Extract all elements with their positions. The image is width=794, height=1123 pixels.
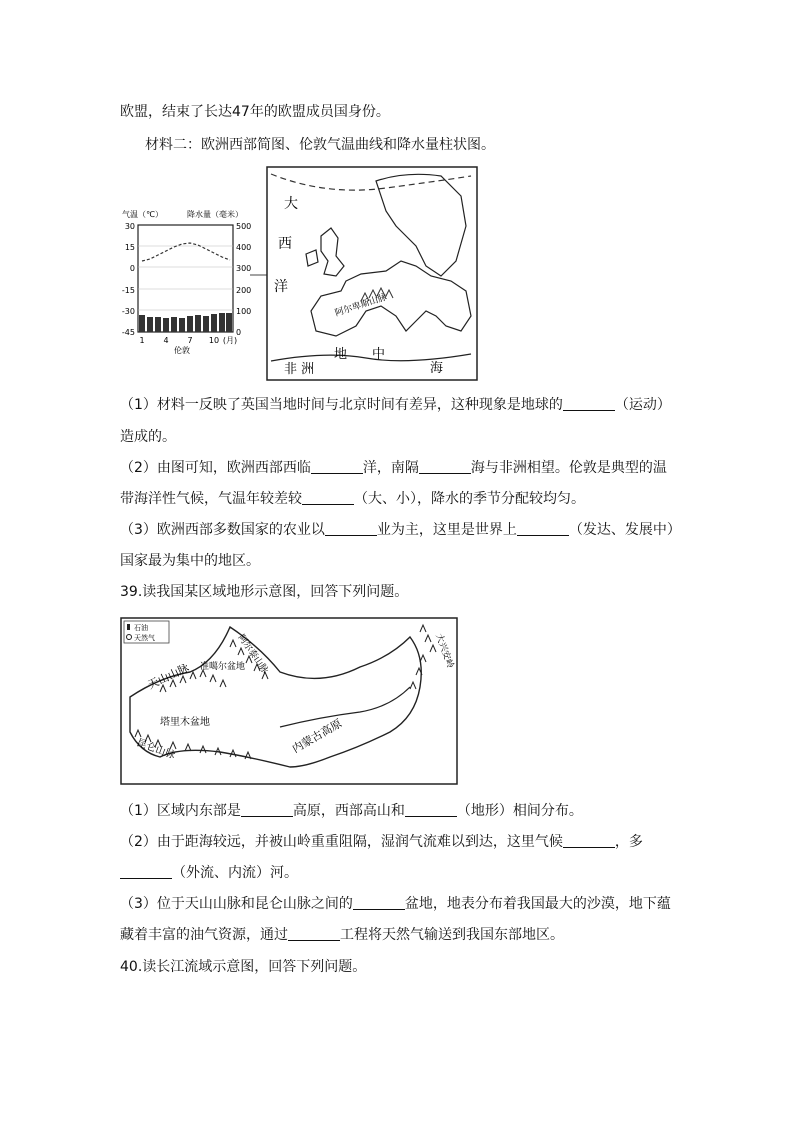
- altai-label: 阿尔泰山脉: [235, 632, 270, 676]
- temp-tick: 15: [124, 243, 135, 252]
- answer-blank[interactable]: [241, 802, 293, 817]
- q38-p2-text-a: （2）由图可知，欧洲西部西临: [120, 460, 311, 476]
- q38-p1-text-a: （1）材料一反映了英国当地时间与北京时间有差异，这种现象是地球的: [120, 397, 563, 413]
- q38-p3-text-a: （3）欧洲西部多数国家的农业以: [120, 522, 325, 538]
- answer-blank[interactable]: [405, 802, 457, 817]
- q39-part2-line2: [120, 863, 298, 883]
- answer-blank[interactable]: [288, 926, 340, 941]
- kunlun-label: 昆仑山脉: [134, 737, 177, 762]
- ocean-char: 大: [284, 196, 298, 212]
- inner-mongolia-label: 内蒙古高原: [290, 716, 345, 756]
- q38-p2-text-e: （大、小），降水的季节分配较均匀。: [354, 491, 585, 507]
- answer-blank[interactable]: [353, 895, 405, 910]
- answer-blank[interactable]: [120, 864, 172, 879]
- q38-part2-line2: [120, 489, 585, 509]
- q38-part1-line2: 造成的。: [120, 429, 176, 445]
- q38-p2-text-d: 带海洋性气候，气温年较差较: [120, 491, 302, 507]
- answer-blank[interactable]: [302, 490, 354, 505]
- answer-blank[interactable]: [311, 459, 363, 474]
- precip-tick: 200: [236, 286, 252, 295]
- q38-p3-text-c: （发达、发展中）: [568, 522, 681, 538]
- tarim-label: 塔里木盆地: [160, 717, 210, 728]
- answer-blank[interactable]: [517, 521, 569, 536]
- q38-p3-text-b: 业为主，这里是世界上: [376, 522, 517, 538]
- q39-part2-line1: [120, 832, 643, 852]
- q38-part1-line1: [120, 395, 671, 415]
- q38-part2-line1: [120, 458, 667, 478]
- temp-tick: -45: [121, 328, 135, 337]
- precip-tick: 400: [236, 243, 252, 252]
- temp-tick: 30: [124, 222, 135, 231]
- precip-tick: 100: [236, 307, 252, 316]
- precip-axis-label: 降水量（毫米）: [187, 210, 243, 219]
- med-char: 海: [430, 361, 444, 376]
- precip-tick: 0: [236, 328, 242, 337]
- q38-p2-text-c: 海与非洲相望。伦敦是典型的温: [470, 460, 667, 476]
- answer-blank[interactable]: [563, 396, 615, 411]
- month-tick: 1: [139, 336, 145, 345]
- ocean-char: 西: [278, 236, 292, 252]
- temp-tick: -30: [121, 307, 135, 316]
- q39-part3-line2: [120, 925, 564, 945]
- q39-p3-text-a: （3）位于天山山脉和昆仑山脉之间的: [120, 896, 353, 912]
- temp-tick: -15: [121, 286, 135, 295]
- tianshan-label: 天山山脉: [145, 661, 192, 692]
- alps-label: 阿尔卑斯山脉: [333, 292, 389, 319]
- answer-blank[interactable]: [563, 833, 615, 848]
- q39-part1: [120, 801, 583, 821]
- med-char: 中: [372, 347, 386, 362]
- daxinganling-label: 大兴安岭: [433, 632, 455, 670]
- q39-part3-line1: [120, 894, 671, 914]
- temp-tick: 0: [129, 264, 135, 273]
- q39-p2-text-a: （2）由于距海较远，并被山岭重重阻隔，湿润气流难以到达，这里气候: [120, 834, 563, 850]
- oil-icon: [127, 624, 130, 630]
- month-tick: 10: [208, 336, 220, 345]
- legend-oil: 石油: [134, 624, 148, 632]
- q39-p2-text-c: （外流、内流）河。: [172, 865, 298, 881]
- intro-line: 欧盟，结束了长达47年的欧盟成员国身份。: [120, 104, 390, 120]
- region-terrain-map: [120, 617, 458, 785]
- city-label: 伦敦: [174, 346, 190, 355]
- q38-p2-text-b: 洋，南隔: [362, 460, 419, 476]
- q39-p1-text-a: （1）区域内东部是: [120, 803, 241, 819]
- q38-part3-line1: [120, 520, 681, 540]
- answer-blank[interactable]: [325, 521, 377, 536]
- q39-p2-text-b: ，多: [614, 834, 643, 850]
- material2-heading: 材料二：欧洲西部简图、伦敦气温曲线和降水量柱状图。: [145, 137, 495, 153]
- climate-chart: [120, 205, 255, 355]
- month-tick: 7: [187, 336, 193, 345]
- precip-tick: 500: [236, 222, 252, 231]
- q39-p1-text-c: （地形）相间分布。: [456, 803, 583, 819]
- q38-p1-text-b: （运动）: [614, 397, 671, 413]
- q38-part3-line2: 国家最为集中的地区。: [120, 553, 260, 569]
- legend-gas: 天然气: [134, 634, 155, 642]
- month-tick: 4: [163, 336, 169, 345]
- junggar-label: 准噶尔盆地: [200, 662, 246, 672]
- africa-label: 非 洲: [284, 362, 315, 377]
- temp-axis-label: 气温（℃）: [122, 210, 163, 219]
- q39-title: 39.读我国某区域地形示意图，回答下列问题。: [120, 584, 409, 600]
- month-tick: (月): [222, 336, 238, 345]
- q39-p3-text-c: 藏着丰富的油气资源，通过: [120, 927, 288, 943]
- med-char: 地: [334, 347, 348, 362]
- q39-p1-text-b: 高原，西部高山和: [292, 803, 405, 819]
- answer-blank[interactable]: [419, 459, 471, 474]
- q39-p3-text-b: 盆地，地表分布着我国最大的沙漠，地下蕴: [404, 896, 671, 912]
- q40-title: 40.读长江流域示意图，回答下列问题。: [120, 959, 367, 975]
- precip-tick: 300: [236, 264, 252, 273]
- ocean-char: 洋: [274, 279, 288, 295]
- europe-map: [266, 166, 478, 381]
- q39-p3-text-d: 工程将天然气输送到我国东部地区。: [340, 927, 564, 943]
